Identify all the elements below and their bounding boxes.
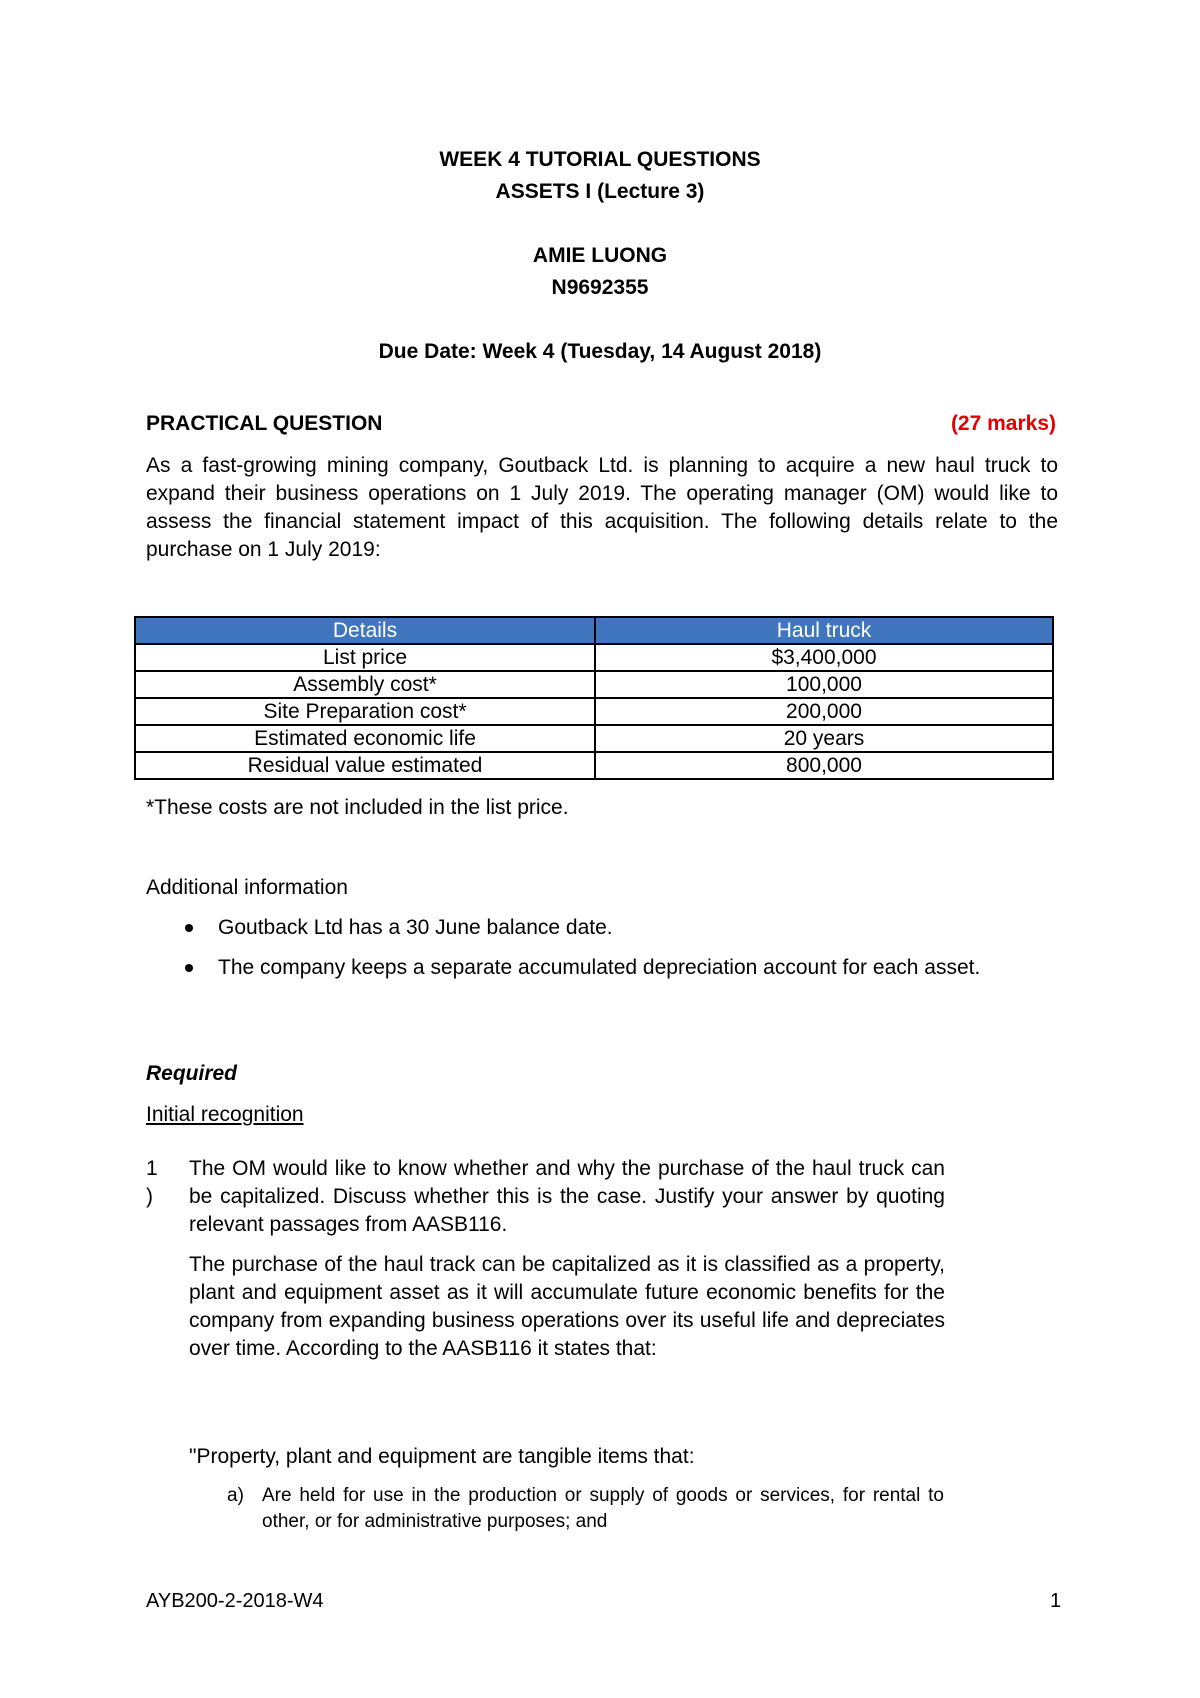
table-row [135,671,1053,698]
intro-paragraph: As a fast-growing mining company, Goutback Ltd. is planning to acquire a new haul truck to expand their business operations on 1 July 2019. The operating manager (OM) would like to assess the financial statement impact of this acquisition. The following details relate to the purchase on 1 July 2019: [146,454,1058,561]
additional-info-title: Additional information [146,876,348,899]
marks-label: (27 marks) [950,412,1056,435]
practical-question-heading [146,412,1056,436]
table-row [135,698,1053,725]
initial-recognition-heading: Initial recognition [146,1103,304,1126]
question-text: The OM would like to know whether and why the purchase of the haul truck can be capitalized. Discuss whether this is the case. Justify your answer by quoting relevant passages from AASB116. [189,1157,945,1236]
table-row [135,725,1053,752]
table-cell-label: List price [135,644,595,671]
quote-intro: "Property, plant and equipment are tangible items that: [189,1445,695,1468]
sub-item-label: a) [227,1485,244,1506]
document-subtitle: ASSETS I (Lecture 3) [495,180,705,203]
table-cell-value: 20 years [595,725,1053,752]
table-cell-value: 100,000 [595,671,1053,698]
table-footnote: *These costs are not included in the list price. [146,796,569,819]
practical-question-title: PRACTICAL QUESTION [146,412,383,435]
footer-course-code: AYB200-2-2018-W4 [146,1590,324,1612]
due-date: Due Date: Week 4 (Tuesday, 14 August 2018) [378,340,822,363]
table-row [135,644,1053,671]
table-cell-value: 200,000 [595,698,1053,725]
table-cell-label: Assembly cost* [135,671,595,698]
table-row [135,752,1053,779]
page-number: 1 [1050,1590,1062,1612]
table-cell-value: $3,400,000 [595,644,1053,671]
document-title: WEEK 4 TUTORIAL QUESTIONS [439,148,761,171]
question-number: 1 ) [146,1157,158,1208]
student-name: AMIE LUONG [532,244,668,267]
answer-paragraph: The purchase of the haul track can be capitalized as it is classified as a property, plant and equipment asset as it will accumulate future economic benefits for the company from expanding business operations over its useful life and depreciates over time. According to the AASB116 it states that: [189,1253,945,1360]
table-cell-label: Residual value estimated [135,752,595,779]
table-header-row [135,617,1053,644]
table-cell-value: 800,000 [595,752,1053,779]
student-id: N9692355 [551,276,649,299]
table-header-haul-truck: Haul truck [595,617,1053,644]
sub-item-text: Are held for use in the production or supply of goods or services, for rental to other, or for administrative purposes; and [262,1485,944,1532]
details-table [134,616,1054,780]
table-cell-label: Site Preparation cost* [135,698,595,725]
required-heading: Required [146,1062,238,1085]
bullet-item: The company keeps a separate accumulated depreciation account for each asset. [218,954,1058,982]
table-cell-label: Estimated economic life [135,725,595,752]
table-header-details: Details [135,617,595,644]
bullet-item: Goutback Ltd has a 30 June balance date. [218,914,1058,942]
